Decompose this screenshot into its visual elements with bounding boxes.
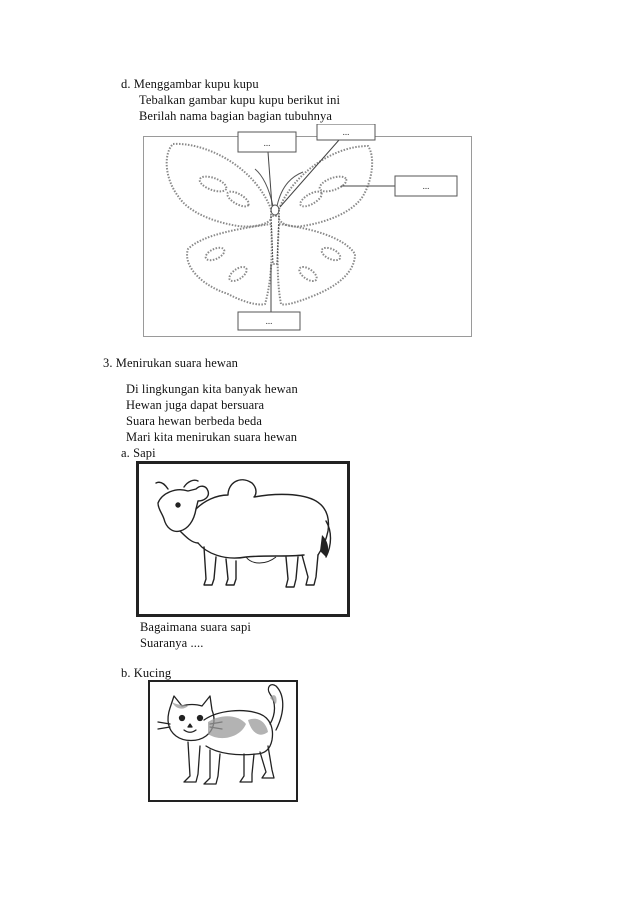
item-a-label: a. Sapi [121, 446, 156, 460]
section-d-instruction-1: Tebalkan gambar kupu kupu berikut ini [139, 93, 341, 107]
section-3-heading: 3. Menirukan suara hewan [103, 356, 238, 370]
cat-image [148, 680, 298, 802]
section-d-instruction-2: Berilah nama bagian bagian tubuhnya [139, 109, 333, 123]
poem-line-1: Di lingkungan kita banyak hewan [126, 382, 298, 396]
item-a-question: Bagaimana suara sapi [140, 620, 251, 634]
item-a-answer: Suaranya .... [140, 636, 204, 650]
butterfly-label-4: ... [265, 316, 273, 326]
poem-line-3: Suara hewan berbeda beda [126, 414, 263, 428]
butterfly-label-3: ... [422, 181, 430, 191]
butterfly-label-2: ... [342, 127, 350, 137]
cow-image [136, 461, 350, 617]
poem-line-4: Mari kita menirukan suara hewan [126, 430, 298, 444]
item-b-label: b. Kucing [121, 666, 172, 680]
butterfly-label-1: ... [263, 138, 271, 148]
poem-line-2: Hewan juga dapat bersuara [126, 398, 265, 412]
butterfly-diagram [143, 124, 473, 338]
section-d-heading: d. Menggambar kupu kupu [121, 77, 259, 91]
